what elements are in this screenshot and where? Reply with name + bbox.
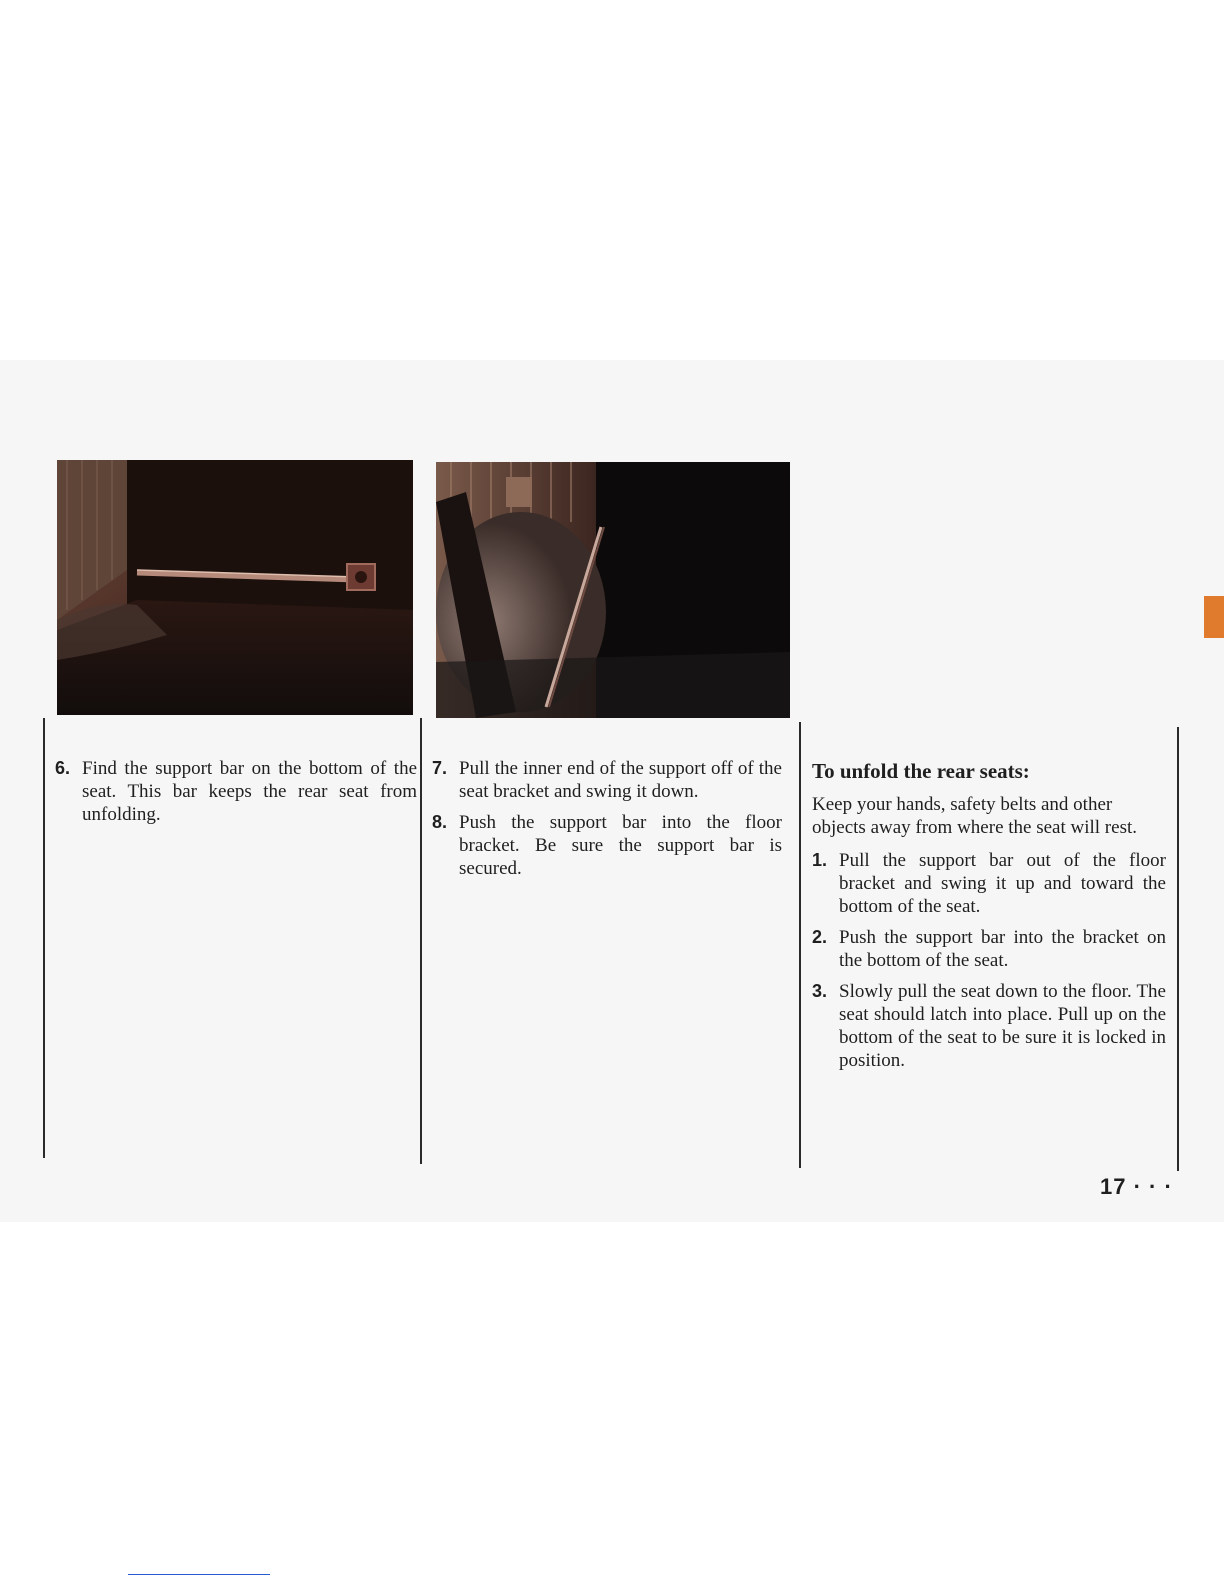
step-text: Pull the inner end of the support off of the seat bracket and swing it down. <box>459 758 782 802</box>
intro-paragraph: Keep your hands, safety belts and other objects away from where the seat will rest. <box>812 794 1137 838</box>
step-number: 7. <box>432 758 448 778</box>
section-tab-marker <box>1204 596 1224 638</box>
step-item <box>55 757 417 826</box>
photo-support-swung-down-image <box>436 462 790 718</box>
step-number: 3. <box>812 981 828 1001</box>
step-text: Pull the support bar out of the floor bracket and swing it up and toward the bottom of the seat. <box>839 850 1166 917</box>
step-item <box>812 849 1166 918</box>
page-number: 17 · · · <box>1100 1174 1173 1199</box>
column-rule <box>1177 727 1179 1171</box>
step-item <box>812 980 1166 1072</box>
column-rule <box>799 722 801 1168</box>
photo-support-bar-under-seat-image <box>57 460 413 715</box>
column-rule <box>420 718 422 1164</box>
step-text: Slowly pull the seat down to the floor. The seat should latch into place. Pull up on the bottom of the seat to be sure it is locked in position. <box>839 981 1166 1071</box>
column-2 <box>432 757 782 888</box>
column-1 <box>55 757 417 834</box>
step-number: 6. <box>55 758 71 778</box>
step-item <box>432 811 782 880</box>
step-number: 8. <box>432 812 448 832</box>
photo-support-swung-down <box>436 462 790 718</box>
footer-link-rule <box>128 1574 270 1575</box>
step-number: 1. <box>812 850 828 870</box>
section-heading: To unfold the rear seats: <box>812 759 1030 783</box>
step-item <box>432 757 782 803</box>
step-text: Find the support bar on the bottom of the seat. This bar keeps the rear seat from unfolding. <box>82 758 417 825</box>
step-item <box>812 926 1166 972</box>
photo-support-bar-under-seat <box>57 460 413 715</box>
step-number: 2. <box>812 927 828 947</box>
column-rule <box>43 718 45 1158</box>
step-text: Push the support bar into the bracket on the bottom of the seat. <box>839 927 1166 971</box>
step-text: Push the support bar into the floor bracket. Be sure the support bar is secured. <box>459 812 782 879</box>
column-3 <box>812 760 1166 1080</box>
